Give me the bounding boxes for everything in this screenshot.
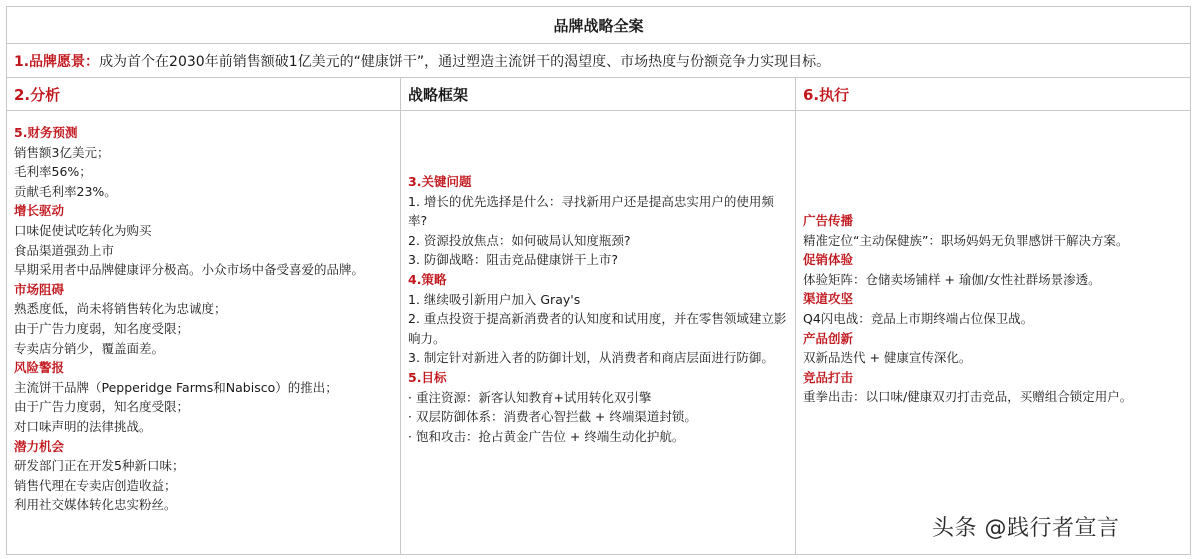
section-line: 对口味声明的法律挑战。 (14, 418, 152, 434)
section-line: 毛利率56%； (14, 164, 92, 180)
analysis-column (7, 111, 401, 555)
section-line: 1. 增长的优先选择是什么：寻找新用户还是提高忠实用户的使用频率? (408, 193, 774, 229)
section-title: 增长驱动 (14, 203, 65, 219)
section-line: 双新品迭代 + 健康宣传深化。 (803, 350, 972, 366)
section-line: 贡献毛利率23%。 (14, 183, 117, 199)
section-title: 促销体验 (803, 252, 854, 268)
section-line: 由于广告力度弱，知名度受限； (14, 320, 190, 336)
section-title: 4.策略 (408, 271, 447, 287)
section-line: 3. 防御战略：阻击竞品健康饼干上市? (408, 252, 619, 268)
section-line: 熟悉度低，尚未将销售转化为忠诚度； (14, 301, 227, 317)
section-title: 市场阻碍 (14, 281, 65, 297)
section-title: 广告传播 (803, 213, 854, 228)
section-line: · 双层防御体系：消费者心智拦截 + 终端渠道封锁。 (408, 409, 697, 425)
section-title: 风险警报 (14, 360, 65, 376)
section-line: Q4闪电战：竞品上市期终端占位保卫战。 (803, 310, 1034, 326)
section-title: 3.关键问题 (408, 174, 472, 189)
section-line: 2. 资源投放焦点：如何破局认知度瓶颈? (408, 232, 631, 248)
strategy-table (6, 6, 1191, 555)
section-line: 2. 重点投资于提高新消费者的认知度和试用度，并在零售领域建立影响力。 (408, 311, 787, 346)
table-title: 品牌战略全案 (7, 7, 1191, 44)
section-title: 产品创新 (803, 330, 854, 346)
watermark-text: 头条 @践行者宣言 (932, 511, 1120, 542)
section-title: 渠道攻坚 (803, 291, 854, 307)
section-line: 食品渠道强劲上市 (14, 242, 115, 258)
section-line: 专卖店分销少，覆盖面差。 (14, 340, 165, 356)
section-line: 销售代理在专卖店创造收益； (14, 477, 177, 493)
analysis-heading: 2.分析 (7, 78, 401, 111)
section-line: 3. 制定针对新进入者的防御计划，从消费者和商店层面进行防御。 (408, 350, 774, 366)
brand-vision-row (7, 44, 1191, 78)
section-line: 由于广告力度弱，知名度受限； (14, 399, 190, 415)
section-line: 精准定位“主动保健族”：职场妈妈无负罪感饼干解决方案。 (803, 232, 1129, 248)
section-title: 潜力机会 (14, 438, 65, 454)
section-line: 重拳出击：以口味/健康双刃打击竞品，买赠组合锁定用户。 (803, 389, 1133, 405)
framework-heading: 战略框架 (401, 78, 796, 111)
brand-vision-text: 成为首个在2030年前销售额破1亿美元的“健康饼干”，通过塑造主流饼干的渴望度、市场热度与份额竞争力实现目标。 (99, 53, 831, 70)
section-line: 销售额3亿美元； (14, 144, 110, 160)
section-line: 主流饼干品牌（Pepperidge Farms和Nabisco）的推出； (14, 379, 338, 395)
section-line: 早期采用者中品牌健康评分极高。小众市场中备受喜爱的品牌。 (14, 262, 365, 278)
section-line: · 重注资源：新客认知教育+试用转化双引擎 (408, 389, 652, 405)
section-line: 体验矩阵：仓储卖场铺样 + 瑜伽/女性社群场景渗透。 (803, 271, 1101, 287)
section-line: 1. 继续吸引新用户加入 Gray's (408, 291, 581, 307)
section-title: 5.财务预测 (14, 125, 78, 140)
section-title: 竞品打击 (803, 369, 854, 385)
brand-vision-label: 1.品牌愿景： (14, 53, 100, 70)
framework-column (401, 111, 796, 555)
section-title: 5.目标 (408, 369, 447, 385)
section-line: 利用社交媒体转化忠实粉丝。 (14, 497, 177, 513)
execution-heading: 6.执行 (796, 78, 1191, 111)
section-line: 口味促使试吃转化为购买 (14, 222, 152, 238)
execution-column (796, 111, 1191, 555)
section-line: · 饱和攻击：抢占黄金广告位 + 终端生动化护航。 (408, 428, 685, 444)
section-line: 研发部门正在开发5种新口味； (14, 458, 185, 474)
